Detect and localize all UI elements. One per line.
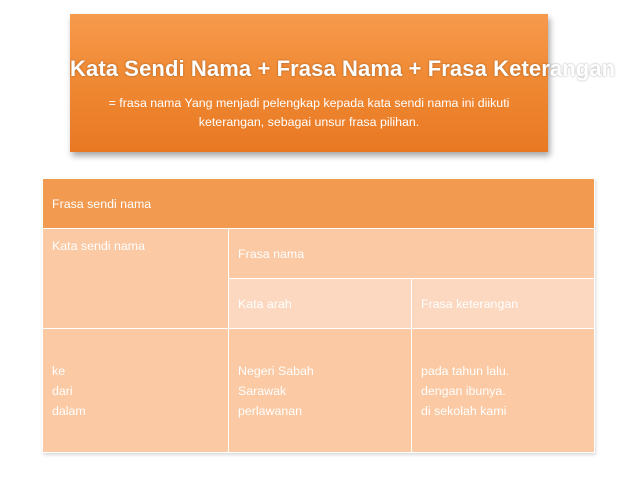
title-box	[70, 14, 616, 152]
list-item: dalam	[52, 403, 86, 418]
table-row	[43, 229, 595, 279]
frasa-keterangan-heading: Frasa keterangan	[412, 279, 595, 329]
list-item: Negeri Sabah	[238, 363, 314, 378]
kata-arah-heading: Kata arah	[229, 279, 412, 329]
frasa-nama-heading: Frasa nama	[229, 229, 595, 279]
slide-title: Kata Sendi Nama + Frasa Nama + Frasa Keterangan	[70, 56, 616, 81]
phrase-table	[42, 178, 595, 453]
table-row	[43, 329, 595, 453]
frasa-nama-values-cell	[229, 329, 412, 453]
list-item: dari	[52, 383, 73, 398]
kata-sendi-nama-heading	[43, 229, 229, 329]
list-item: pada tahun lalu.	[421, 363, 510, 378]
list-item: ke	[52, 363, 66, 378]
list-item: di sekolah kami	[421, 403, 507, 418]
list-item: Sarawak	[238, 383, 287, 398]
list-item: dengan ibunya.	[421, 383, 506, 398]
list-item: perlawanan	[238, 403, 303, 418]
frasa-keterangan-values-cell	[412, 329, 595, 453]
table-header-cell: Frasa sendi nama	[43, 179, 595, 229]
kata-sendi-nama-label: Kata sendi nama	[52, 239, 145, 253]
table-header-row	[43, 179, 595, 229]
slide-subtitle: = frasa nama Yang menjadi pelengkap kepada kata sendi nama ini diikuti keterangan, sebagai unsur frasa pilihan.	[108, 96, 510, 129]
kata-sendi-values-cell	[43, 329, 229, 453]
